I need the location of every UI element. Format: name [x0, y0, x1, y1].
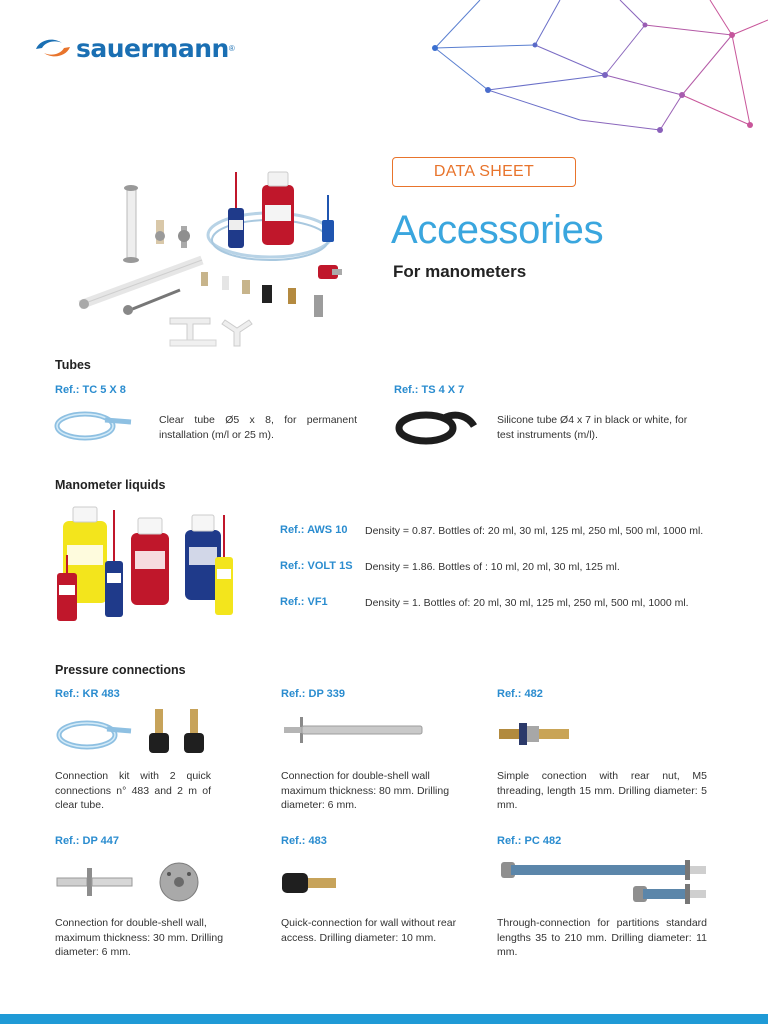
- liquid-ref-vf1: Ref.: VF1: [280, 596, 328, 608]
- liquid-desc-aws10: Density = 0.87. Bottles of: 20 ml, 30 ml, 125 ml, 250 ml, 500 ml, 1000 ml.: [365, 525, 704, 537]
- brand-logo: [34, 33, 235, 63]
- connection-ref-482: Ref.: 482: [497, 688, 543, 700]
- liquid-ref-volt1s: Ref.: VOLT 1S: [280, 560, 353, 572]
- quick-connection-image: [280, 868, 340, 898]
- connection-desc-pc482: Through-connection for partitions standard lengths 35 to 210 mm. Drilling diameter: 11 mm.: [497, 917, 707, 958]
- double-shell-connection-long-image: [280, 715, 425, 745]
- accessories-hero-image: [70, 150, 360, 350]
- connection-ref-dp339: Ref.: DP 339: [281, 688, 345, 700]
- liquid-desc-vf1: Density = 1. Bottles of: 20 ml, 30 ml, 125 ml, 250 ml, 500 ml, 1000 ml.: [365, 597, 689, 609]
- liquid-ref-aws10: Ref.: AWS 10: [280, 524, 348, 536]
- network-decoration-icon: [420, 0, 768, 140]
- tube-desc-ts4x7: Silicone tube Ø4 x 7 in black or white, for test instruments (m/l).: [497, 414, 688, 441]
- connection-desc-kr483: Connection kit with 2 quick connections n° 483 and 2 m of clear tube.: [55, 770, 211, 811]
- footer-bar: [0, 1014, 768, 1024]
- connections-heading: Pressure connections: [55, 663, 186, 677]
- liquids-heading: Manometer liquids: [55, 478, 166, 492]
- connection-ref-pc482: Ref.: PC 482: [497, 835, 562, 847]
- through-connection-image: [497, 856, 709, 912]
- brand-swoosh-icon: [34, 37, 72, 59]
- connection-desc-482: Simple conection with rear nut, M5 threading, length 15 mm. Drilling diameter: 5 mm.: [497, 770, 707, 811]
- connection-ref-dp447: Ref.: DP 447: [55, 835, 119, 847]
- tube-ref-tc5x8: Ref.: TC 5 X 8: [55, 384, 126, 396]
- manometer-liquids-image: [55, 505, 240, 625]
- brand-name: sauermann: [76, 33, 229, 63]
- brand-registered-mark: ®: [228, 43, 235, 53]
- tube-desc-tc5x8: Clear tube Ø5 x 8, for permanent installation (m/l or 25 m).: [159, 414, 357, 441]
- simple-connection-image: [497, 720, 572, 748]
- connection-ref-483: Ref.: 483: [281, 835, 327, 847]
- connection-ref-kr483: Ref.: KR 483: [55, 688, 120, 700]
- connection-desc-483: Quick-connection for wall without rear access. Drilling diameter: 10 mm.: [281, 917, 457, 944]
- page-subtitle: For manometers: [393, 262, 527, 281]
- connection-desc-dp339: Connection for double-shell wall maximum thickness: 80 mm. Drilling diameter: 6 mm.: [281, 770, 450, 811]
- double-shell-connection-short-image: [55, 860, 205, 904]
- connection-desc-dp447: Connection for double-shell wall, maximum thickness: 30 mm. Drilling diameter: 6 mm.: [55, 917, 224, 958]
- tubes-heading: Tubes: [55, 358, 91, 372]
- clear-tube-image: [55, 406, 133, 446]
- liquid-desc-volt1s: Density = 1.86. Bottles of : 10 ml, 20 ml, 30 ml, 125 ml.: [365, 561, 620, 573]
- connection-kit-image: [55, 705, 215, 757]
- tube-ref-ts4x7: Ref.: TS 4 X 7: [394, 384, 465, 396]
- page-title: Accessories: [391, 208, 604, 252]
- data-sheet-badge: DATA SHEET: [392, 157, 576, 187]
- silicone-tube-image: [394, 404, 476, 450]
